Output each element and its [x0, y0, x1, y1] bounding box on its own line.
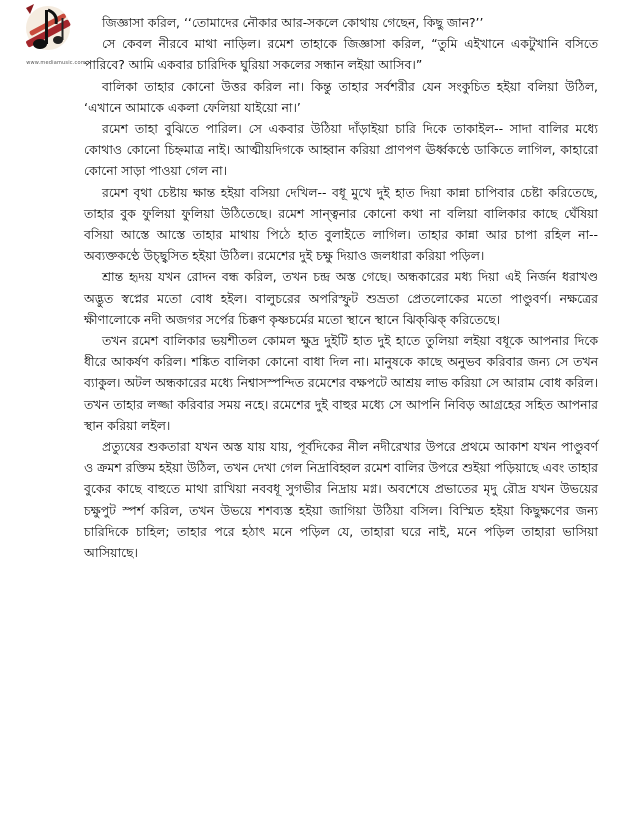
paragraph: শ্রান্ত হৃদয় যখন রোদন বন্ধ করিল, তখন চন্দ্র অস্ত গেছে। অন্ধকারের মধ্য দিয়া এই নির্জন ধরাখণ্ড অদ্ভুত স্বপ্নের মতো বোধ হইল। বালুচরের অপরিস্ফুট শুভ্রতা প্রেতলোকের মতো পাণ্ডুবর্ণ। নক্ষত্রের ক্ষীণালোকে নদী অজগর সর্পের চিক্কণ কৃষ্ণচর্মের মতো স্থানে স্থানে ঝিক্‌ঝিক্‌ করিতেছে। — [84, 269, 598, 327]
paragraph: তখন রমেশ বালিকার ভয়শীতল কোমল ক্ষুদ্র দুইটি হাত দুই হাতে তুলিয়া লইয়া বধূকে আপনার দিকে ধীরে আকর্ষণ করিল। শঙ্কিত বালিকা কোনো বাধা দিল না। মানুষকে কাছে অনুভব করিবার জন্য সে তখন ব্যাকুল। অটল অন্ধকারের মধ্যে নিশ্বাসস্পন্দিত রমেশের বক্ষপটে আশ্রয় লাভ করিয়া সে আরাম বোধ করিল। তখন তাহার লজ্জা করিবার সময় নহে। রমেশের দুই বাহুর মধ্যে সে আপনি নিবিড় আগ্রহের সহিত আপনার স্থান করিয়া লইল। — [84, 333, 598, 433]
site-logo — [18, 0, 78, 64]
paragraph: রমেশ বৃথা চেষ্টায় ক্ষান্ত হইয়া বসিয়া দেখিল-- বধূ মুখে দুই হাত দিয়া কান্না চাপিবার চেষ্টা করিতেছে, তাহার বুক ফুলিয়া ফুলিয়া উঠিতেছে। রমেশ সান্ত্বনার কোনো কথা না বলিয়া বালিকার কাছে ঘেঁষিয়া বসিয়া আস্তে আস্তে তাহার মাথায় পিঠে হাত বুলাইতে লাগিল। তাহার কান্না আর চাপা রহিল না-- অব্যক্তকণ্ঠে উচ্ছ্বসিত হইয়া উঠিল। রমেশের দুই চক্ষু দিয়াও জলধারা করিয়া পড়িল। — [84, 184, 598, 264]
paragraph: জিজ্ঞাসা করিল, ‘‘তোমাদের নৌকার আর-সকলে কোথায় গেছেন, কিছু জান?’’ — [102, 15, 484, 30]
paragraph: বালিকা তাহার কোনো উত্তর করিল না। কিন্তু তাহার সর্বশরীর যেন সংকুচিত হইয়া বলিয়া উঠিল, ‘এখানে আমাকে একলা ফেলিয়া যাইয়ো না।’ — [84, 78, 598, 115]
paragraph: প্রত্যুষের শুকতারা যখন অস্ত যায় যায়, পূর্বদিকের নীল নদীরেখার উপরে প্রথমে আকাশ যখন পাণ্ডুবর্ণ ও ক্রমশ রক্তিম হইয়া উঠিল, তখন দেখা গেল নিদ্রাবিহ্বল রমেশ বালির উপরে শুইয়া পড়িয়াছে এবং তাহার বুকের কাছে বাহুতে মাথা রাখিয়া নববধূ সুগভীর নিদ্রায় মগ্ন। অবশেষে প্রভাতের মৃদু রৌদ্র যখন উভয়ের চক্ষুপুট স্পর্শ করিল, তখন উভয়ে শশব্যস্ত হইয়া জাগিয়া উঠিয়া বসিল। বিস্মিত হইয়া কিছুক্ষণের জন্য চারিদিকে চাহিল; তাহার পরে হঠাৎ মনে পড়িল যে, তাহারা ঘরে নাই, মনে পড়িল তাহারা ভাসিয়া আসিয়াছে। — [84, 439, 598, 561]
document-body — [84, 12, 598, 563]
logo-caption: www.mediamusic.com — [26, 60, 86, 66]
paragraph: সে কেবল নীরবে মাথা নাড়িল। রমেশ তাহাকে জিজ্ঞাসা করিল, “তুমি এইখানে একটুখানি বসিতে পারিবে? আমি একবার চারিদিক ঘুরিয়া সকলের সন্ধান লইয়া আসিব।” — [84, 36, 598, 73]
paragraph: রমেশ তাহা বুঝিতে পারিল। সে একবার উঠিয়া দাঁড়াইয়া চারি দিকে তাকাইল-- সাদা বালির মধ্যে কোথাও কোনো চিহ্নমাত্র নাই। আত্মীয়দিগকে আহ্বান করিয়া প্রাণপণ ঊর্ধ্বকণ্ঠে ডাকিতে লাগিল, কাহারো কোনো সাড়া পাওয়া গেল না। — [84, 121, 598, 179]
